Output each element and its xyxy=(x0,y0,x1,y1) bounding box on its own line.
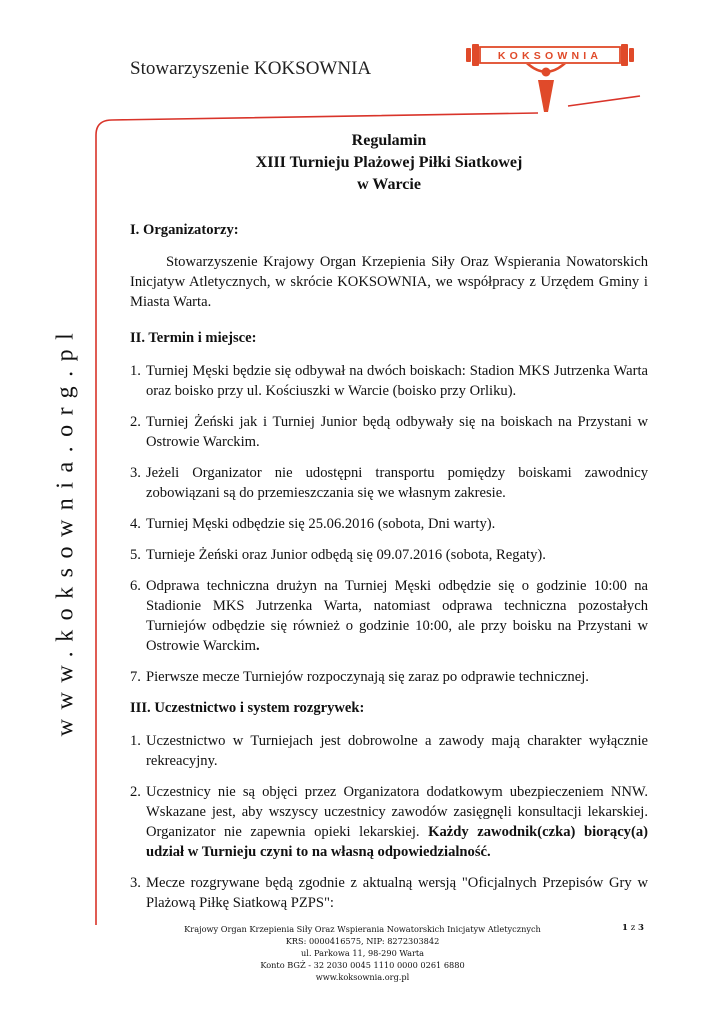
list-item: 1. Turniej Męski będzie się odbywał na dwóch boiskach: Stadion MKS Jutrzenka Warta oraz boisko przy ul. Kościuszki w Warcie (boisko przy Orliku). xyxy=(130,363,648,399)
footer-bank-account: Konto BGŻ - 32 2030 0045 1110 0000 0261 6880 xyxy=(260,960,465,970)
list-item: 7. Pierwsze mecze Turniejów rozpoczynają się zaraz po odprawie technicznej. xyxy=(130,669,589,685)
title-line-2: XIII Turnieju Plażowej Piłki Siatkowej xyxy=(255,154,523,171)
side-website-url: www.koksownia.org.pl xyxy=(52,323,79,737)
koksownia-logo xyxy=(458,34,648,116)
section-heading-date-place: II. Termin i miejsce: xyxy=(130,330,257,346)
section-heading-organizers: I. Organizatorzy: xyxy=(130,222,239,238)
org-name-header: Stowarzyszenie KOKSOWNIA xyxy=(130,58,372,79)
document-title xyxy=(130,130,648,196)
list-item: 5. Turnieje Żeński oraz Junior odbędą się 09.07.2016 (sobota, Regaty). xyxy=(130,547,546,563)
list-item: 2. Uczestnicy nie są objęci przez Organizatora dodatkowym ubezpieczeniem NNW. Wskazane jest, aby wszyscy uczestnicy zawodów zasięgnęli konsultacji lekarskiej. Organizator nie zapewnia opieki lekarskiej. Każdy zawodnik(czka) biorący(a) udział w Turnieju czyni to na własną odpowiedzialność. xyxy=(130,784,648,860)
footer-org-name: Krajowy Organ Krzepienia Siły Oraz Wspierania Nowatorskich Inicjatyw Atletycznych xyxy=(184,924,541,934)
footer-krs-nip: KRS: 0000416575, NIP: 8272303842 xyxy=(285,936,440,946)
list-item: 2. Turniej Żeński jak i Turniej Junior będą odbywały się na boiskach na Przystani w Ostrowie Warckim. xyxy=(130,414,648,450)
footer-address: ul. Parkowa 11, 98-290 Warta xyxy=(300,948,425,958)
page-footer xyxy=(0,923,725,983)
list-item: 3. Mecze rozgrywane będą zgodnie z aktualną wersją "Oficjalnych Przepisów Gry w Plażową Piłkę Siatkową PZPS": xyxy=(130,875,648,911)
participation-list xyxy=(130,731,648,913)
title-line-1: Regulamin xyxy=(351,132,427,149)
section-heading-participation: III. Uczestnictwo i system rozgrywek: xyxy=(130,700,365,716)
organizers-paragraph: Stowarzyszenie Krajowy Organ Krzepienia Siły Oraz Wspierania Nowatorskich Inicjatyw Atletycznych, w skrócie KOKSOWNIA, we współpracy z Urzędem Gminy i Miasta Warta. xyxy=(130,254,648,310)
title-line-3: w Warcie xyxy=(357,176,421,193)
list-item: 3. Jeżeli Organizator nie udostępni transportu pomiędzy boiskami zawodnicy zobowiązani są do przemieszczania się we własnym zakresie. xyxy=(130,465,648,501)
footer-website: www.koksownia.org.pl xyxy=(315,972,410,982)
page-number: 1 z 3 xyxy=(622,923,644,933)
document-body xyxy=(130,125,648,924)
list-item: 1. Uczestnictwo w Turniejach jest dobrowolne a zawody mają charakter wyłącznie rekreacyjny. xyxy=(130,733,648,769)
list-item: 4. Turniej Męski odbędzie się 25.06.2016 (sobota, Dni warty). xyxy=(130,516,496,532)
list-item: 6. Odprawa techniczna drużyn na Turniej Męski odbędzie się o godzinie 10:00 na Stadionie MKS Jutrzenka Warta, natomiast odprawa techniczna pozostałych Turniejów odbędzie się również o godzinie 10:00, ale przy boisku na Przystani w Ostrowie Warckim. xyxy=(130,578,648,654)
logo-text: KOKSOWNIA xyxy=(497,50,603,62)
date-place-list xyxy=(130,361,648,687)
